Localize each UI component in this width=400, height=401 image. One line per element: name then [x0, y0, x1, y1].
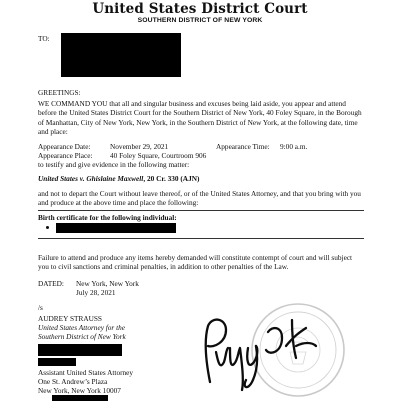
items-bottom-rule [38, 238, 364, 239]
item-bullet [46, 226, 49, 229]
command-paragraph: WE COMMAND YOU that all and singular business and excuses being laid aside, you appear and attend before the United States District Court for the Southern District of New York, 40 Foley Square, in the Borough of Manhattan, City of New York, New York, in the Southern District of New York, at the following date, time and place: [38, 99, 362, 137]
dated-date: July 28, 2021 [76, 288, 116, 297]
case-number: , 20 Cr. 330 (AJN) [143, 174, 200, 183]
case-caption [38, 174, 199, 183]
address-line2: New York, New York 10007 [38, 386, 121, 395]
case-name: United States v. Ghislaine Maxwell [38, 174, 144, 183]
appearance-place: 40 Foley Square, Courtroom 906 [110, 151, 207, 160]
recipient-redaction [61, 33, 181, 77]
signer-title-line2: Southern District of New York [38, 332, 126, 341]
handwritten-signature-icon [196, 312, 326, 394]
depart-paragraph: and not to depart the Court without leave thereof, or of the United States Attorney, and that you bring with you and produce at the above time and place the following: [38, 189, 361, 208]
dated-place: New York, New York [76, 279, 139, 288]
failure-paragraph: Failure to attend and produce any items hereby demanded will constitute contempt of court and will subject you to civil sanctions and criminal penalties, in addition to other penalties of the Law. [38, 253, 353, 272]
assistant-title: Assistant United States Attorney [38, 368, 134, 377]
dated-label: DATED: [38, 279, 64, 288]
greeting: GREETINGS: [38, 88, 81, 97]
appearance-date-label: Appearance Date: [38, 142, 91, 151]
appearance-time: 9:00 a.m. [280, 142, 308, 151]
contact-redaction [52, 395, 108, 401]
item-redaction [56, 223, 176, 233]
address-line1: One St. Andrew’s Plaza [38, 377, 108, 386]
to-label: TO: [38, 34, 50, 43]
district-heading: SOUTHERN DISTRICT OF NEW YORK [137, 17, 263, 24]
ausa-name-redaction [38, 344, 122, 356]
electronic-signature-mark: /s [38, 303, 43, 312]
testify-text: to testify and give evidence in the following matter: [38, 160, 190, 169]
signer-name: AUDREY STRAUSS [38, 314, 102, 323]
ausa-name-redaction-2 [38, 358, 76, 366]
appearance-time-label: Appearance Time: [216, 142, 270, 151]
court-name-heading: United States District Court [92, 1, 308, 17]
signer-title-line1: United States Attorney for the [38, 323, 126, 332]
items-heading: Birth certificate for the following individual: [38, 213, 177, 222]
items-top-rule [38, 210, 364, 211]
appearance-place-label: Appearance Place: [38, 151, 93, 160]
appearance-date: November 29, 2021 [110, 142, 169, 151]
